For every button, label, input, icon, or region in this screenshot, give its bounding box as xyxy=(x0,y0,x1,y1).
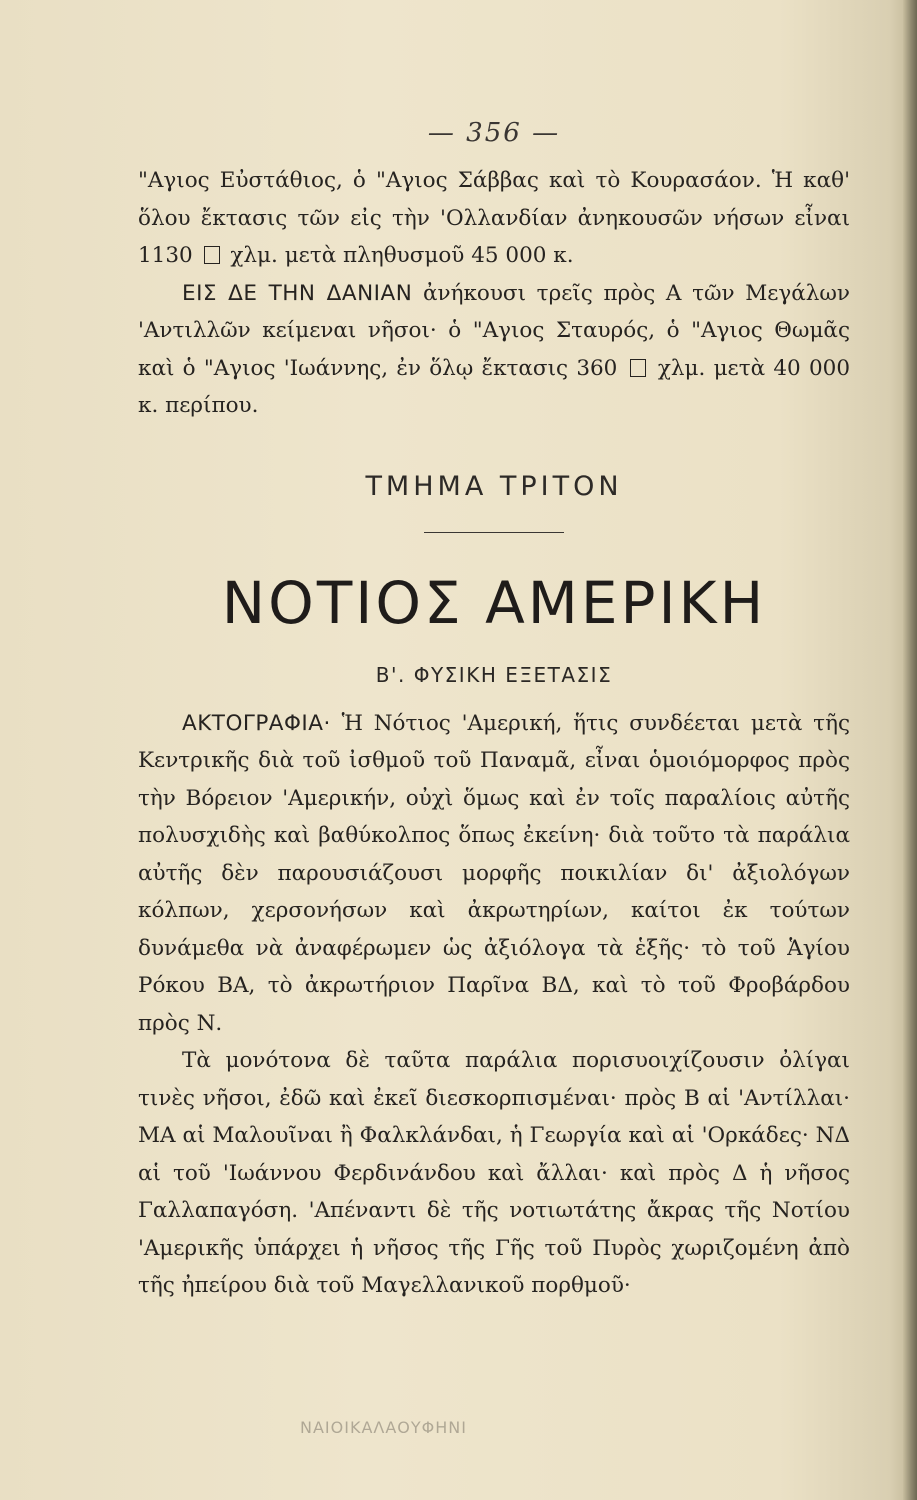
page-edge-shadow xyxy=(903,0,917,1500)
divider-rule xyxy=(424,532,564,533)
main-title: ΝΟΤΙΟΣ ΑΜΕΡΙΚΗ xyxy=(221,568,767,637)
square-symbol-icon xyxy=(204,246,220,264)
square-symbol-icon xyxy=(630,359,646,377)
intro-paragraph-2 xyxy=(138,275,850,425)
body-paragraph-1 xyxy=(138,705,850,1043)
intro-text-1a: "Αγιος Εὐστάθιος, ὁ "Αγιος Σάββας καὶ τὸ Κουρασάον. Ἡ καθ' ὅλου ἔκτασις τῶν εἰς τὴν 'Ολλανδίαν ἀνηκουσῶν νήσων εἶναι 1130 xyxy=(138,168,850,268)
body-text-1: Ἡ Νότιος 'Αμερική, ἥτις συνδέεται μετὰ τῆς Κεντρικῆς διὰ τοῦ ἰσθμοῦ τοῦ Παναμᾶ, εἶναι ὁμοιόμορφος πρὸς τὴν Βόρειον 'Αμερικήν, οὐχὶ ὅμως καὶ ἐν τοῖς παραλίοις αὐτῆς πολυσχιδὴς καὶ βαθύκολπος ὅπως ἐκείνη· διὰ τοῦτο τὰ παράλια αὐτῆς δὲν παρουσιάζουσι μορφῆς ποικιλίαν δι' ἀξιολόγων κόλπων, χερσονήσων καὶ ἀκρωτηρίων, καίτοι ἐκ τούτων δυνάμεθα νὰ ἀναφέρωμεν ὡς ἀξιόλογα τὰ ἑξῆς· τὸ τοῦ Ἁγίου Ρόκου ΒΑ, τὸ ἀκρωτήριον Παρῖνα ΒΔ, καὶ τὸ τοῦ Φροβάρδου πρὸς Ν. xyxy=(138,710,850,1036)
subtitle: Β'. ΦΥΣΙΚΗ ΕΞΕΤΑΣΙΣ xyxy=(375,662,613,687)
intro-caps: ΕΙΣ ΔΕ ΤΗΝ ΔΑΝΙΑΝ xyxy=(182,280,413,306)
page-number: — 356 — xyxy=(427,118,561,148)
lead-caps: ΑΚΤΟΓΡΑΦΙΑ· xyxy=(182,710,331,736)
intro-paragraph-1 xyxy=(138,162,850,275)
section-label: ΤΜΗΜΑ ΤΡΙΤΟΝ xyxy=(365,470,623,502)
body-paragraph-2: Τὰ μονότονα δὲ ταῦτα παράλια πορισυοιχίζουσιν ὀλίγαι τινὲς νῆσοι, ἐδῶ καὶ ἐκεῖ διεσκορπισμέναι· πρὸς Β αἱ 'Αντίλλαι· ΜΑ αἱ Μαλουῖναι ἢ Φαλκλάνδαι, ἡ Γεωργία καὶ αἱ 'Ορκάδες· ΝΔ αἱ τοῦ 'Ιωάννου Φερδινάνδου καὶ ἄλλαι· καὶ πρὸς Δ ἡ νῆσος Γαλλαπαγόση. 'Απέναντι δὲ τῆς νοτιωτάτης ἄκρας τῆς Νοτίου 'Αμερικῆς ὑπάρχει ἡ νῆσος τῆς Γῆς τοῦ Πυρὸς χωριζομένη ἀπὸ τῆς ἠπείρου διὰ τοῦ Μαγελλανικοῦ πορθμοῦ· xyxy=(138,1048,850,1298)
intro-text-1b: χλμ. μετὰ πληθυσμοῦ 45 000 κ. xyxy=(230,243,574,268)
intro-text-2b: χλμ. μετὰ 40 000 κ. περίπου. xyxy=(138,355,850,418)
bleed-through-text: ΝΑΙΟΙΚΑΛΑΟΥΦΗΝΙ xyxy=(300,1418,467,1437)
page-content xyxy=(138,118,850,1305)
intro-text-2a: ἀνήκουσι τρεῖς πρὸς Α τῶν Μεγάλων 'Αντιλλῶν κείμεναι νῆσοι· ὁ "Αγιος Σταυρός, ὁ "Αγιος Θωμᾶς καὶ ὁ "Αγιος 'Ιωάννης, ἐν ὅλῳ ἔκτασις 360 xyxy=(138,280,850,381)
